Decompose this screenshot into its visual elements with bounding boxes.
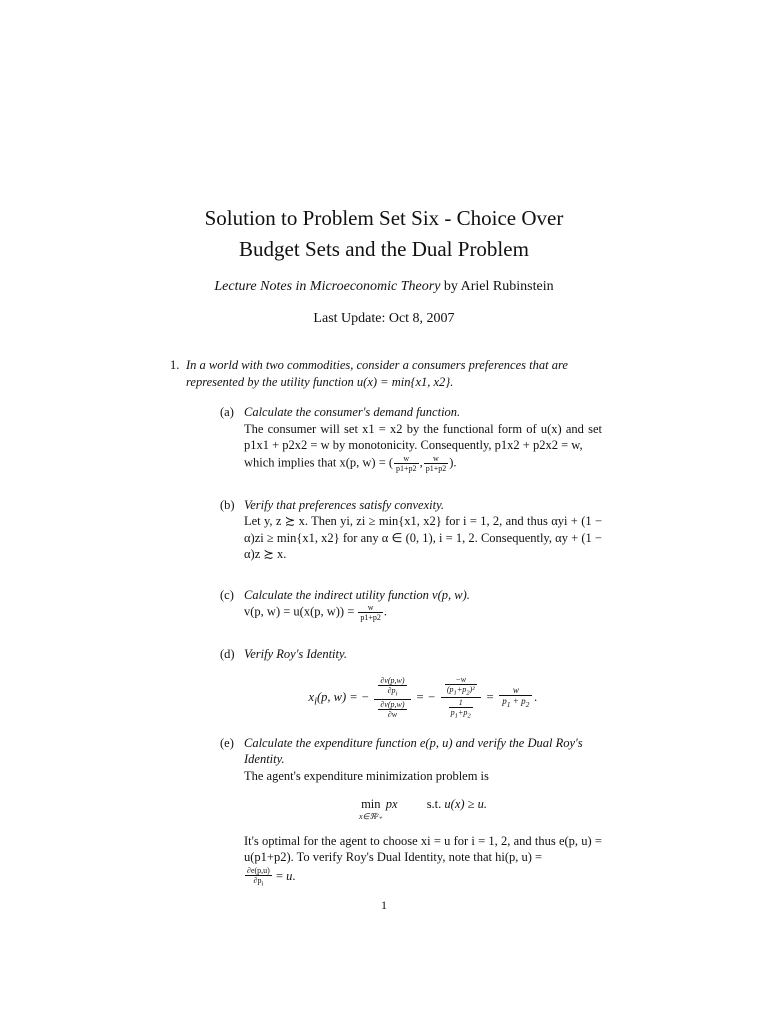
part-b-prompt: Verify that preferences satisfy convexity. <box>244 497 445 512</box>
demand-fraction-2: $\frac{w}{p1+p2}$ <box>425 453 447 473</box>
author-credit: by Ariel Rubinstein <box>440 279 554 294</box>
book-title: Lecture Notes in Microeconomic Theory <box>214 279 441 294</box>
part-c-equation: v(p, w) = u(x(p, w)) = <box>244 604 355 619</box>
demand-fraction-1: $\frac{w}{p1+p2}$ <box>396 453 417 473</box>
document-body <box>170 357 602 888</box>
question-prompt: In a world with two commodities, consider a consumers preferences that are represented by the utility function u(x) = min{x1, x2}. <box>186 358 568 389</box>
part-e-text-3: $\frac{\partial e(p,u)}{\partial p_i}$ = u. <box>247 865 296 888</box>
part-a-prompt: Calculate the consumer's demand function. <box>244 405 461 419</box>
part-e-label: (e) <box>220 735 234 750</box>
part-e-text-2: It's optimal for the agent to choose xi = u for i = 1, 2, and thus e(p, u) = u(p1+p2). To verify Roy's Dual Identity, note that hi(p, u) = <box>244 833 602 865</box>
part-e-prompt: Calculate the expenditure function e(p, u) and verify the Dual Roy's Identity. <box>244 735 583 767</box>
part-c-prompt: Calculate the indirect utility function v(p, w). <box>244 587 470 602</box>
last-update: Last Update: Oct 8, 2007 <box>313 311 455 326</box>
roy-fraction-values: $\frac{\frac{-w}{(p_1+p_2)^2}}{\frac{1}{p_1+p_2}}$ <box>441 675 481 721</box>
part-a-label: (a) <box>220 405 234 419</box>
title-line-2: Budget Sets and the Dual Problem <box>239 237 529 261</box>
subtitle <box>0 279 768 295</box>
part-a <box>186 404 602 473</box>
part-d <box>186 646 602 721</box>
page-title <box>0 203 768 265</box>
part-d-label: (d) <box>220 647 235 661</box>
part-c-text: v(p, w) = u(x(p, w)) = $\frac{w}{p1+p2}$ . <box>244 603 388 622</box>
roys-identity-equation: $x_i(p$, w) = − $\frac{\frac{\partial v(p,w)}{\partial p_i}}{\frac{\partial v(p,w)}{\partial w}}$ = − $\frac{\frac{-w}{(p_1+p_2)^2}}{\frac{1}{p_1+p_2}}$ = $\frac{w}{p_1 + p_2}$ . <box>308 674 538 720</box>
roy-fraction-result: $\frac{w}{p_1 + p_2}$ <box>499 685 532 710</box>
roy-fraction-partials: $\frac{\frac{\partial v(p,w)}{\partial p_i}}{\frac{\partial v(p,w)}{\partial w}}$ <box>374 676 410 719</box>
part-a-result-text: which implies that x(p, w) = ( <box>244 454 394 469</box>
part-b-text: Let y, z ≿ x. Then yi, zi ≥ min{x1, x2} for i = 1, 2, and thus αyi + (1 − α)zi ≥ min{x1, x2} for any α ∈ (0, 1), i = 1, 2. Consequently, αy + (1 − α)z ≿ x. <box>244 514 602 561</box>
title-line-1: Solution to Problem Set Six - Choice Over <box>204 206 564 230</box>
part-c-label: (c) <box>220 587 234 602</box>
question-number: 1. <box>170 358 180 372</box>
part-a-result: which implies that x(p, w) = ( $\frac{w}{p1+p2}$ , $\frac{w}{p1+p2}$ ). <box>244 453 457 473</box>
part-a-text: The consumer will set x1 = x2 by the functional form of u(x) and set p1x1 + p2x2 = w by monotonicity. Consequently, p1x2 + p2x2 = w, <box>244 421 602 452</box>
part-b <box>186 497 602 563</box>
part-c <box>186 587 602 623</box>
expenditure-minimization-equation: min x∈ℜ²₊ px s.t. u(x) ≥ u. <box>358 797 488 821</box>
question-1 <box>170 357 602 888</box>
part-b-label: (b) <box>220 497 235 512</box>
page-number: 1 <box>381 898 387 912</box>
dual-roy-fraction: $\frac{\partial e(p,u)}{\partial p_i}$ <box>247 865 270 888</box>
part-d-prompt: Verify Roy's Identity. <box>244 647 347 661</box>
indirect-utility-fraction: $\frac{w}{p1+p2}$ <box>360 603 381 622</box>
part-e <box>186 735 602 889</box>
part-e-text-1: The agent's expenditure minimization problem is <box>244 768 489 783</box>
